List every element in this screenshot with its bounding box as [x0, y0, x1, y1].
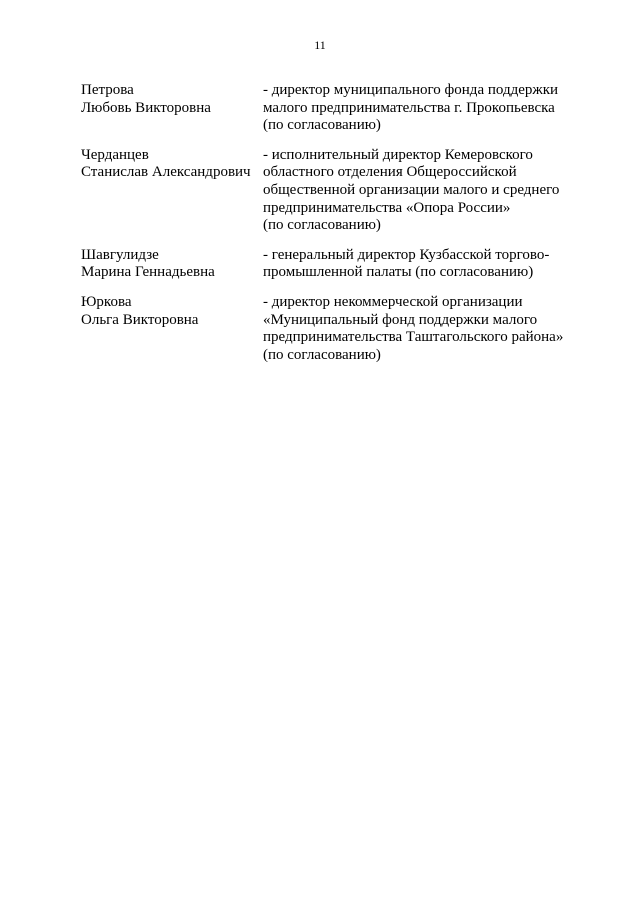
members-list [81, 82, 581, 376]
member-name [81, 247, 263, 282]
role-line: (по согласованию) [263, 346, 381, 363]
role-line: - генеральный директор Кузбасской торгово- [263, 246, 550, 263]
member-entry [81, 247, 581, 282]
role-line: областного отделения Общероссийской [263, 164, 517, 181]
member-surname: Юркова [81, 293, 132, 310]
role-line: предпринимательства «Опора России» [263, 199, 511, 216]
page-number: 11 [314, 38, 326, 52]
member-given-names: Ольга Викторовна [81, 311, 199, 328]
member-surname: Петрова [81, 82, 134, 98]
member-role [263, 294, 581, 364]
member-entry [81, 147, 581, 235]
role-line: - директор муниципального фонда поддержки [263, 82, 559, 98]
role-line: общественной организации малого и среднего [263, 181, 560, 198]
member-surname: Черданцев [81, 146, 149, 163]
role-line: (по согласованию) [263, 217, 381, 234]
member-entry [81, 294, 581, 364]
member-given-names: Любовь Викторовна [81, 99, 211, 116]
member-name [81, 294, 263, 364]
member-role [263, 147, 581, 235]
member-given-names: Марина Геннадьевна [81, 264, 215, 281]
member-name [81, 82, 263, 135]
member-role [263, 247, 581, 282]
role-line: малого предпринимательства г. Прокопьевска [263, 99, 555, 116]
role-line: - исполнительный директор Кемеровского [263, 146, 533, 163]
member-entry [81, 82, 581, 135]
member-given-names: Станислав Александрович [81, 164, 251, 181]
member-surname: Шавгулидзе [81, 246, 159, 263]
role-line: предпринимательства Таштагольского района» [263, 329, 564, 346]
member-role [263, 82, 581, 135]
role-line: (по согласованию) [263, 117, 381, 134]
role-line: - директор некоммерческой организации [263, 293, 523, 310]
role-line: «Муниципальный фонд поддержки малого [263, 311, 538, 328]
member-name [81, 147, 263, 235]
role-line: промышленной палаты (по согласованию) [263, 264, 534, 281]
